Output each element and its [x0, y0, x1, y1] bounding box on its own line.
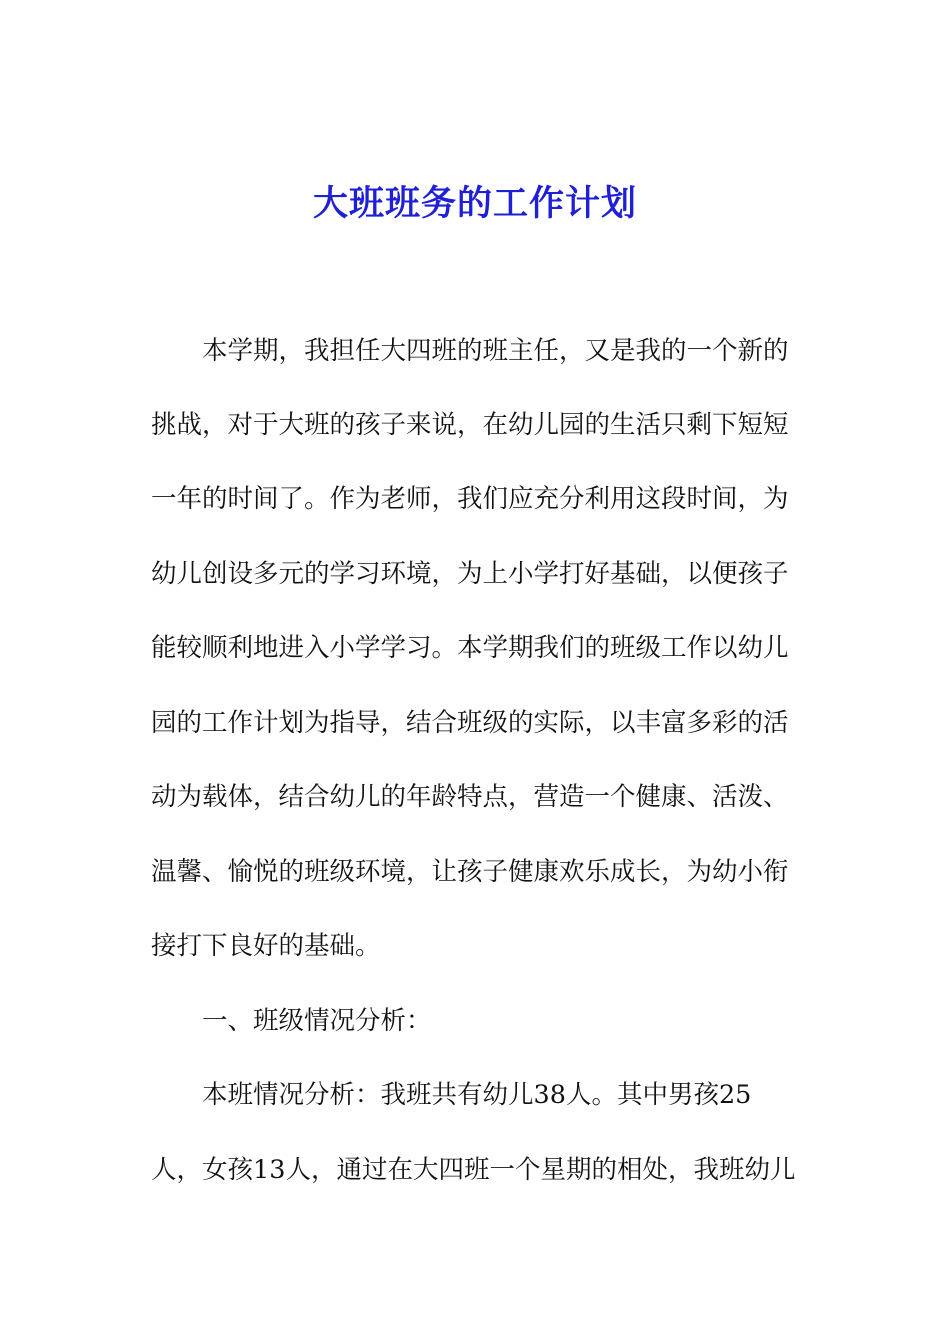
paragraph-line: 园的工作计划为指导，结合班级的实际，以丰富多彩的活: [151, 708, 789, 738]
paragraph-line: 温馨、愉悦的班级环境，让孩子健康欢乐成长，为幼小衔: [151, 857, 789, 887]
paragraph-line: 接打下良好的基础。: [151, 931, 381, 961]
paragraph-line: 能较顺利地进入小学学习。本学期我们的班级工作以幼儿: [151, 633, 789, 663]
paragraph-line: 动为载体，结合幼儿的年龄特点，营造一个健康、活泼、: [151, 782, 789, 812]
paragraph-line: 本班情况分析：我班共有幼儿38人。其中男孩25: [202, 1080, 752, 1110]
section-heading: 一、班级情况分析：: [202, 1006, 432, 1036]
paragraph-line: 本学期，我担任大四班的班主任，又是我的一个新的: [202, 336, 789, 366]
paragraph-line: 幼儿创设多元的学习环境，为上小学打好基础，以便孩子: [151, 559, 789, 589]
paragraph-line: 挑战，对于大班的孩子来说，在幼儿园的生活只剩下短短: [151, 410, 789, 440]
paragraph-line: 人，女孩13人，通过在大四班一个星期的相处，我班幼儿: [151, 1155, 796, 1185]
document-title: 大班班务的工作计划: [312, 183, 637, 224]
paragraph-line: 一年的时间了。作为老师，我们应充分利用这段时间，为: [151, 484, 789, 514]
